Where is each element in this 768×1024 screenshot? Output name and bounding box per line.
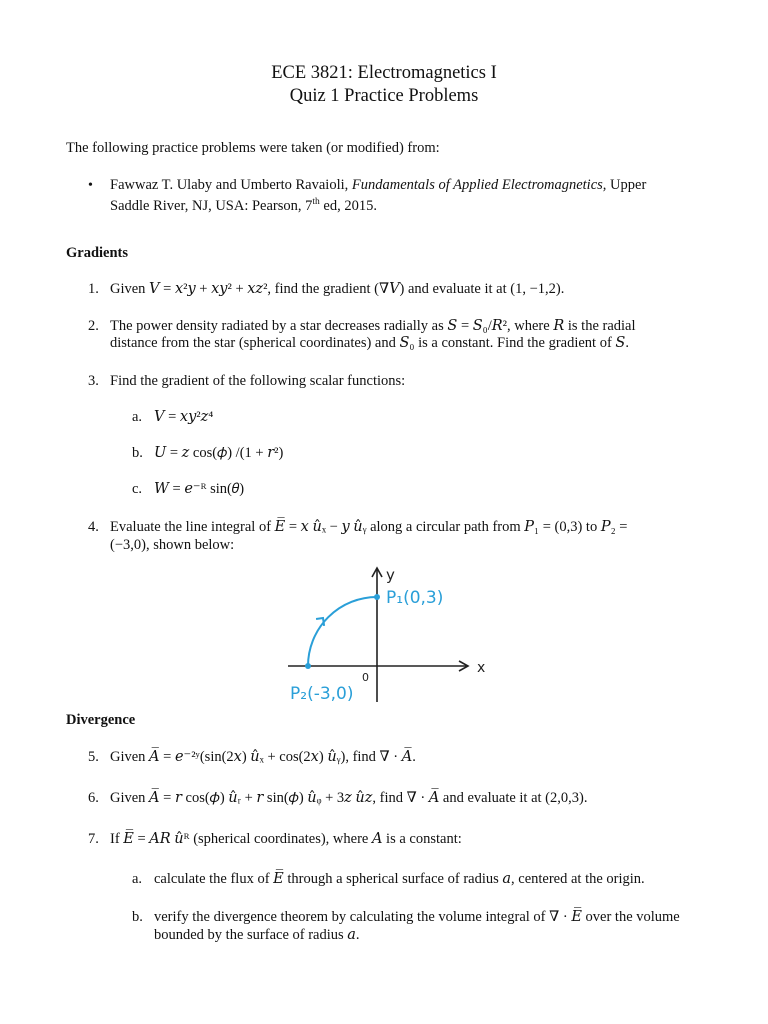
- problem-7b-line-1: verify the divergence theorem by calculating the volume integral of ∇ · 𝐸̅ over the volume: [154, 909, 680, 925]
- reference-publisher-2: Saddle River, NJ, USA: Pearson, 7: [110, 197, 313, 214]
- circular-path-arc: [308, 597, 377, 666]
- document-subtitle: Quiz 1 Practice Problems: [289, 86, 479, 106]
- circular-path-figure: [282, 560, 494, 708]
- problem-4-number: 4.: [88, 519, 99, 535]
- reference-edition-sup: th: [312, 197, 320, 207]
- problem-3a-label: a.: [132, 409, 143, 425]
- problem-3-number: 3.: [88, 373, 99, 389]
- section-heading-gradients: Gradients: [66, 245, 129, 261]
- section-heading-divergence: Divergence: [66, 712, 136, 728]
- problem-7b-line-2: bounded by the surface of radius 𝑎.: [154, 927, 360, 943]
- reference-line-2: [110, 193, 377, 216]
- intro-text: The following practice problems were taken (or modified) from:: [66, 140, 440, 156]
- origin-label: 0: [362, 671, 369, 684]
- problem-4-line-2: (−3,0), shown below:: [110, 537, 235, 553]
- document-title: ECE 3821: Electromagnetics I: [271, 63, 497, 83]
- problem-5-text: Given 𝐴̅ = 𝑒⁻²ʸ(sin(2𝑥) 𝑢̂ₓ + cos(2𝑥) 𝑢̂ᵧ), find ∇ · 𝐴̅.: [110, 749, 416, 765]
- problem-7-text: If 𝐸̅ = 𝐴𝑅 𝑢̂ᴿ (spherical coordinates), where 𝐴 is a constant:: [110, 831, 462, 847]
- problem-4-line-1: Evaluate the line integral of 𝐸̅ = 𝑥 𝑢̂ₓ − 𝑦 𝑢̂ᵧ along a circular path from 𝑃₁ = (0,3) to 𝑃₂ =: [110, 519, 628, 535]
- problem-3b-expr: 𝑈 = 𝑧 cos(𝜙) /(1 + 𝑟²): [154, 445, 284, 461]
- y-axis-label: y: [386, 566, 395, 584]
- p1-label: P₁(0,3): [386, 588, 444, 608]
- problem-5-number: 5.: [88, 749, 99, 765]
- problem-7-number: 7.: [88, 831, 99, 847]
- problem-6-text: Given 𝐴̅ = 𝑟 cos(𝜙) 𝑢̂ᵣ + 𝑟 sin(𝜙) 𝑢̂ᵩ + 3𝑧 𝑢̂𝑧, find ∇ · 𝐴̅ and evaluate it at (2,0,3).: [110, 790, 588, 806]
- reference-publisher: Upper: [606, 177, 647, 193]
- problem-3c-label: c.: [132, 481, 143, 497]
- problem-3b-label: b.: [132, 445, 143, 461]
- problem-7a-label: a.: [132, 871, 143, 887]
- problem-1-text: Given 𝑉 = 𝑥²𝑦 + 𝑥𝑦² + 𝑥𝑧², find the gradient (∇𝑉) and evaluate it at (1, −1,2).: [110, 281, 565, 297]
- problem-2-line-1: The power density radiated by a star decreases radially as 𝑆 = 𝑆₀/𝑅², where 𝑅 is the radial: [110, 318, 636, 334]
- problem-1-number: 1.: [88, 281, 99, 297]
- problem-3c-expr: 𝑊 = 𝑒⁻ᴿ sin(𝜃): [154, 481, 245, 497]
- p2-label: P₂(-3,0): [290, 684, 354, 704]
- problem-7a-text: calculate the flux of 𝐸̅ through a spherical surface of radius 𝑎, centered at the origin.: [154, 871, 645, 887]
- reference-authors: Fawwaz T. Ulaby and Umberto Ravaioli,: [110, 177, 352, 193]
- point-p2-marker: [305, 663, 311, 669]
- problem-3a-expr: 𝑉 = 𝑥𝑦²𝑧⁴: [154, 409, 214, 425]
- problem-2-line-2: distance from the star (spherical coordinates) and 𝑆₀ is a constant. Find the gradient of 𝑆.: [110, 335, 629, 351]
- problem-7b-label: b.: [132, 909, 143, 925]
- problem-3-text: Find the gradient of the following scalar functions:: [110, 373, 406, 389]
- reference-book-title: Fundamentals of Applied Electromagnetics,: [351, 177, 607, 193]
- reference-year: ed, 2015.: [319, 197, 377, 214]
- point-p1-marker: [374, 594, 380, 600]
- problem-6-number: 6.: [88, 790, 99, 806]
- reference-bullet: •: [88, 178, 93, 193]
- x-axis-label: x: [477, 660, 486, 676]
- problem-2-number: 2.: [88, 318, 99, 334]
